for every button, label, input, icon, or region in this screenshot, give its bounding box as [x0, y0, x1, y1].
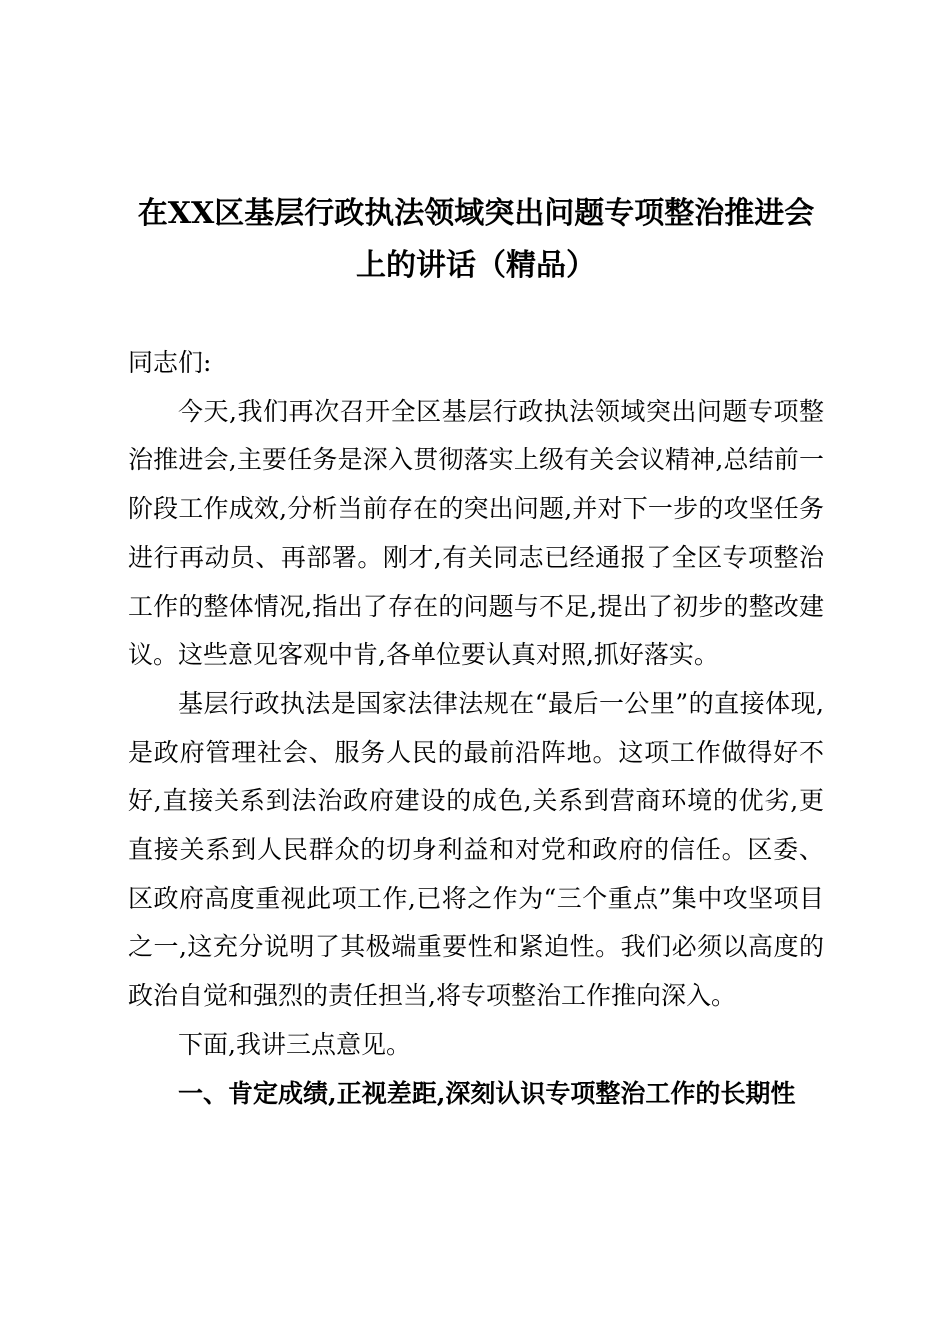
- document-body: [128, 339, 824, 1118]
- document-title: 在XX区基层行政执法领域突出问题专项整治推进会上的讲话（精品）: [137, 196, 815, 283]
- body-paragraph-1: 今天,我们再次召开全区基层行政执法领域突出问题专项整治推进会,主要任务是深入贯彻落实上级有关会议精神,总结前一阶段工作成效,分析当前存在的突出问题,并对下一步的攻坚任务进行再动员、再部署。刚才,有关同志已经通报了全区专项整治工作的整体情况,指出了存在的问题与不足,提出了初步的整改建议。这些意见客观中肯,各单位要认真对照,抓好落实。: [128, 396, 824, 670]
- body-paragraph-3: 下面,我讲三点意见。: [178, 1029, 411, 1059]
- greeting-line: 同志们:: [128, 348, 212, 377]
- section-heading-1: 一、肯定成绩,正视差距,深刻认识专项整治工作的长期性: [178, 1078, 796, 1108]
- body-paragraph-2: 基层行政执法是国家法律法规在“最后一公里”的直接体现,是政府管理社会、服务人民的最前沿阵地。这项工作做得好不好,直接关系到法治政府建设的成色,关系到营商环境的优劣,更直接关系到人民群众的切身利益和对党和政府的信任。区委、区政府高度重视此项工作,已将之作为“三个重点”集中攻坚项目之一,这充分说明了其极端重要性和紧迫性。我们必须以高度的政治自觉和强烈的责任担当,将专项整治工作推向深入。: [128, 688, 824, 1011]
